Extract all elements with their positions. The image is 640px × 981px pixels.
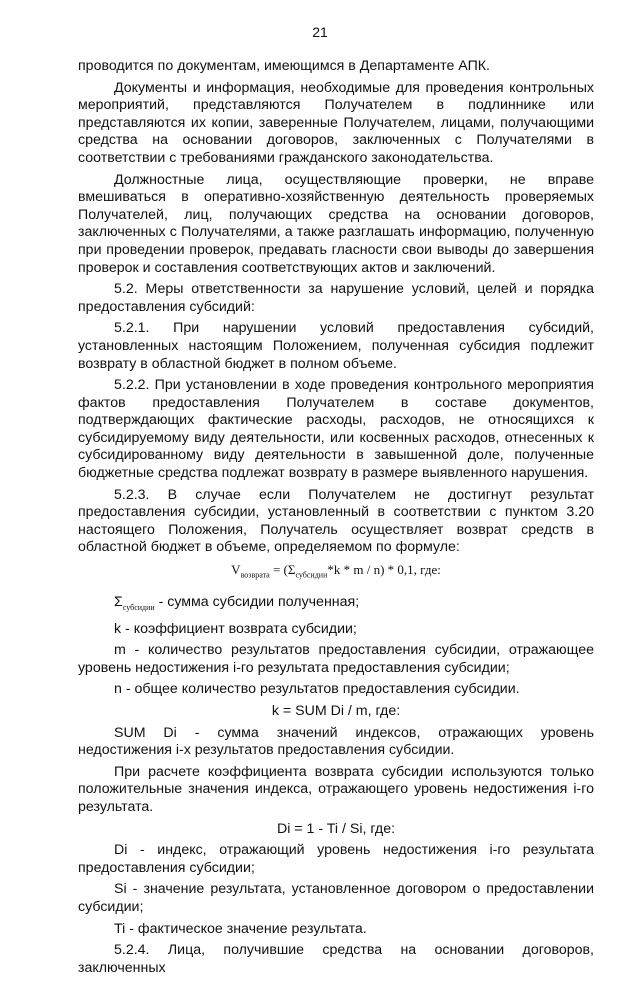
formula-v: V — [231, 562, 241, 578]
definition-sum-di: SUM Di - сумма значений индексов, отражающих уровень недостижения i-х результатов предоставления субсидии. — [78, 724, 594, 759]
formula-sigma-subscript: субсидии — [295, 570, 328, 580]
formula-k: k = SUM Di / m, где: — [271, 703, 401, 720]
definition-n: n - общее количество результатов предоставления субсидии. — [114, 681, 520, 698]
section-heading-5-2: 5.2. Меры ответственности за нарушение условий, целей и порядка предоставления субсидий: — [78, 281, 594, 315]
paragraph: Документы и информация, необходимые для проведения контрольных мероприятий, представляются Получателем в подлиннике или представляются их копии, заверенные Получателем, лицами, получающими средства на основании договоров, заключенных с Получателями в соответствии с требованиями гражданского законодательства. — [78, 79, 594, 166]
sum-sigma-subscript: субсидии — [122, 603, 155, 613]
clause-5-2-2: 5.2.2. При установлении в ходе проведения контрольного мероприятия фактов предоставления Получателем в составе документов, подтверждающих фактические расходы, расходов, не относящихся к субсидируемому виду деятельности, или косвенных расходов, отнесенных к субсидированному виду деятельности в завышенной доле, полученные бюджетные средства подлежат возврату в размере выявленного нарушения. — [78, 377, 594, 482]
sum-definition-text: - сумма субсидии полученная; — [154, 594, 360, 611]
definition-ti: Ti - фактическое значение результата. — [114, 920, 367, 937]
paragraph: проводится по документам, имеющимся в Департаменте АПК. — [78, 58, 491, 74]
clause-5-2-3: 5.2.3. В случае если Получателем не достигнут результат предоставления субсидии, установленный в соответствии с пунктом 3.20 настоящего Положения, Получатель осуществляет возврат средств в областной бюджет в объеме, определяемом по формуле: — [78, 486, 594, 556]
sum-sigma: Σ — [114, 594, 123, 611]
formula-v-subscript: возврата — [240, 570, 270, 580]
formula-di: Di = 1 - Ti / Si, где: — [276, 820, 396, 837]
page-body — [78, 58, 594, 981]
definition-sum — [78, 594, 594, 616]
definition-m: m - количество результатов предоставления субсидии, отражающее уровень недостижения i-го результата предоставления субсидии; — [78, 642, 594, 676]
clause-5-2-1: 5.2.1. При нарушении условий предоставления субсидий, установленных настоящим Положением, полученная субсидия подлежит возврату в областной бюджет в полном объеме. — [78, 320, 594, 372]
page-number: 21 — [312, 24, 328, 40]
formula-sigma: Σ — [287, 562, 296, 578]
formula-eq: = ( — [269, 562, 288, 578]
definition-di: Di - индекс, отражающий уровень недостижения i-го результата предоставления субсидии; — [78, 842, 594, 876]
return-formula — [78, 561, 594, 584]
definition-si: Si - значение результата, установленное договором о предоставлении субсидии; — [78, 881, 594, 915]
definition-k: k - коэффициент возврата субсидии; — [114, 620, 357, 637]
paragraph: При расчете коэффициента возврата субсидии используются только положительные значения индекса, отражающего уровень недостижения i-го результата. — [78, 763, 594, 815]
clause-5-2-4: 5.2.4. Лица, получившие средства на основании договоров, заключенных — [78, 942, 594, 976]
formula-rest: *k * m / n) * 0,1, где: — [327, 562, 441, 578]
paragraph: Должностные лица, осуществляющие проверки, не вправе вмешиваться в оперативно-хозяйственную деятельность проверяемых Получателей, лиц, получающих средства на основании договоров, заключенных с Получателями, а также разглашать информацию, полученную при проведении проверок, предавать гласности свои выводы до завершения проверок и составления соответствующих актов и заключений. — [78, 171, 594, 276]
